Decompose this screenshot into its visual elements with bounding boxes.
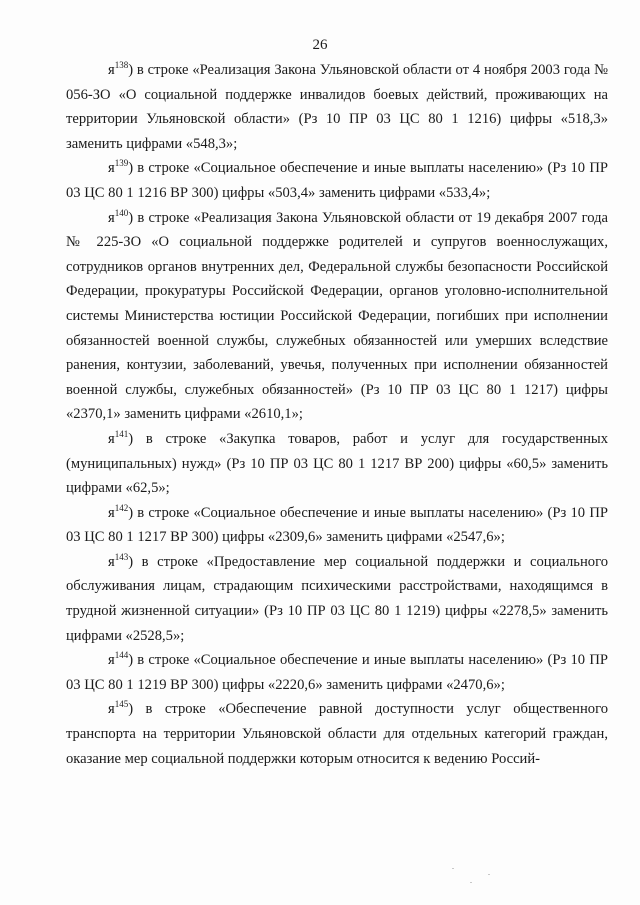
item-number: 138 [114,60,129,70]
paragraph-text: ) в строке «Социальное обеспечение и иные выплаты населению» (Рз 10 ПР 03 ЦС 80 1 1219 ВР 300) цифры «2220,6» заменить цифрами «2470,6»; [66,652,608,693]
paragraph-item-143 [66,550,608,648]
scan-speck [488,874,490,875]
paragraph-text: ) в строке «Реализация Закона Ульяновской области от 19 декабря 2007 года № 225-ЗО «О социальной поддержке родителей и супругов военнослужащих, сотрудников органов внутренних дел, Федеральной службы безопасности Российской Федерации, прокуратуры Российской Федерации, органов уголовно-исполнительной системы Министерства юстиции Российской Федерации, погибших при исполнении обязанностей военной службы, служебных обязанностей или умерших вследствие ранения, контузии, заболеваний, увечья, полученных при исполнении обязанностей военной службы, служебных обязанностей» (Рз 10 ПР 03 ЦС 80 1 1217) цифры «2370,1» заменить цифрами «2610,1»; [66,209,608,423]
paragraph-item-138 [66,58,608,156]
item-marker: я [108,652,115,669]
paragraph-item-142 [66,501,608,550]
paragraph-text: ) в строке «Социальное обеспечение и иные выплаты населению» (Рз 10 ПР 03 ЦС 80 1 1216 ВР 300) цифры «503,4» заменить цифрами «533,4»; [66,160,608,201]
paragraph-text: ) в строке «Закупка товаров, работ и услуг для государственных (муниципальных) нужд» (Рз 10 ПР 03 ЦС 80 1 1217 ВР 200) цифры «60,5» заменить цифрами «62,5»; [66,430,608,497]
item-marker: я [108,553,115,570]
item-marker: я [108,504,115,521]
paragraph-text: ) в строке «Социальное обеспечение и иные выплаты населению» (Рз 10 ПР 03 ЦС 80 1 1217 ВР 300) цифры «2309,6» заменить цифрами «2547,6»; [66,504,608,546]
item-number: 141 [114,428,129,439]
item-marker: я [108,62,115,78]
paragraph-item-141 [66,427,608,501]
item-marker: я [108,160,115,177]
document-body [66,58,608,771]
paragraph-item-144 [66,648,608,697]
page-number: 26 [312,37,328,53]
paragraph-text: ) в строке «Предоставление мер социальной поддержки и социального обслуживания лицам, страдающим психическими расстройствами, находящимся в трудной жизненной ситуации» (Рз 10 ПР 03 ЦС 80 1 1219) цифры «2278,5» заменить цифрами «2528,5»; [66,553,608,644]
item-number: 139 [114,158,129,169]
item-number: 142 [114,502,129,513]
item-number: 144 [114,650,129,661]
scan-speck [452,868,454,869]
paragraph-item-145 [66,697,608,771]
paragraph-item-140 [66,206,608,427]
item-number: 143 [114,551,129,562]
paragraph-text: ) в строке «Реализация Закона Ульяновской области от 4 ноября 2003 года № 056-ЗО «О социальной поддержке инвалидов боевых действий, проживающих на территории Ульяновской области» (Рз 10 ПР 03 ЦС 80 1 1216) цифры «518,3» заменить цифрами «548,3»; [66,62,608,152]
scan-speck [470,882,472,883]
item-marker: я [108,209,115,226]
item-marker: я [108,430,115,447]
item-marker: я [108,701,115,718]
item-number: 145 [114,699,129,710]
paragraph-item-139 [66,156,608,205]
paragraph-text: ) в строке «Обеспечение равной доступности услуг общественного транспорта на территории Ульяновской области для отдельных категорий граждан, оказание мер социальной поддержки которым относится к ведению Россий- [66,701,608,767]
item-number: 140 [114,207,129,218]
